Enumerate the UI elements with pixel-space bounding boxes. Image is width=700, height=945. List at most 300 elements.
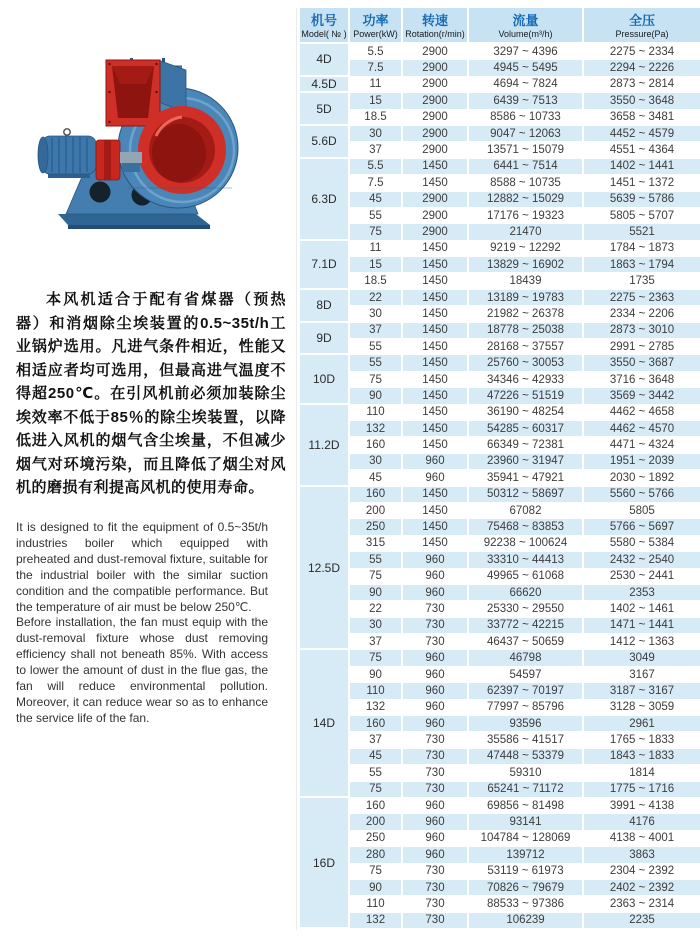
rotation-cell: 2900 [403,142,469,158]
pressure-cell: 1784 ~ 1873 [584,241,700,257]
col-header-volume-en: Volume(m³/h) [498,28,553,39]
table-row [300,355,700,371]
power-cell: 132 [350,700,403,716]
volume-cell: 47448 ~ 53379 [469,749,584,765]
pressure-cell: 5805 [584,503,700,519]
pressure-cell: 5639 ~ 5786 [584,192,700,208]
volume-cell: 8588 ~ 10735 [469,175,584,191]
col-header-volume [469,8,584,44]
rotation-cell: 1450 [403,290,469,306]
pressure-cell: 2402 ~ 2392 [584,880,700,896]
power-cell: 18.5 [350,110,403,126]
table-row [300,569,700,585]
volume-cell: 23960 ~ 31947 [469,454,584,470]
volume-cell: 8586 ~ 10733 [469,110,584,126]
table-row [300,44,700,60]
col-header-rotation-en: Rotation(r/min) [405,28,465,39]
model-cell: 14D [300,650,350,798]
volume-cell: 13571 ~ 15079 [469,142,584,158]
volume-cell: 18778 ~ 25038 [469,323,584,339]
col-header-rotation [403,8,469,44]
col-header-model [300,8,350,44]
table-row [300,618,700,634]
pressure-cell: 2353 [584,585,700,601]
volume-cell: 93141 [469,814,584,830]
power-cell: 75 [350,650,403,666]
rotation-cell: 730 [403,913,469,929]
table-row [300,142,700,158]
table-row [300,470,700,486]
pressure-cell: 3167 [584,667,700,683]
pressure-cell: 2275 ~ 2363 [584,290,700,306]
rotation-cell: 1450 [403,241,469,257]
table-row [300,765,700,781]
rotation-cell: 2900 [403,77,469,93]
volume-cell: 21982 ~ 26378 [469,306,584,322]
volume-cell: 75468 ~ 83853 [469,519,584,535]
table-row [300,814,700,830]
rotation-cell: 730 [403,765,469,781]
power-cell: 200 [350,814,403,830]
rotation-cell: 730 [403,749,469,765]
col-header-rotation-cn: 转速 [421,12,448,28]
table-row [300,749,700,765]
table-row [300,880,700,896]
power-cell: 55 [350,339,403,355]
description-english-p2: Before installation, the fan must equip with the dust-removal fixture whose dust removing efficiency shall not beneath 85%. With access to lower the amount of dust in the flue gas, the fan will reduce environmental pollution. Moreover, it can reduce wear so as to enhance the service life of the fan. [16,615,268,725]
rotation-cell: 2900 [403,60,469,76]
table-row [300,700,700,716]
pressure-cell: 1402 ~ 1461 [584,601,700,617]
rotation-cell: 1450 [403,257,469,273]
rotation-cell: 1450 [403,159,469,175]
rotation-cell: 730 [403,880,469,896]
power-cell: 75 [350,864,403,880]
pressure-cell: 3716 ~ 3648 [584,372,700,388]
volume-cell: 69856 ~ 81498 [469,798,584,814]
rotation-cell: 2900 [403,110,469,126]
volume-cell: 34346 ~ 42933 [469,372,584,388]
table-row [300,306,700,322]
rotation-cell: 1450 [403,355,469,371]
pressure-cell: 3658 ~ 3481 [584,110,700,126]
pressure-cell: 5521 [584,224,700,240]
volume-cell: 12882 ~ 15029 [469,192,584,208]
rotation-cell: 2900 [403,224,469,240]
pressure-cell: 2030 ~ 1892 [584,470,700,486]
power-cell: 90 [350,667,403,683]
power-cell: 90 [350,388,403,404]
power-cell: 11 [350,77,403,93]
power-cell: 22 [350,290,403,306]
volume-cell: 62397 ~ 70197 [469,683,584,699]
power-cell: 30 [350,618,403,634]
description-chinese: 本风机适合于配有省煤器（预热器）和消烟除尘埃装置的0.5~35t/h工业锅炉选用。凡进气条件相近，性能又相适应者均可选用，但最高进气温度不得超250℃。在引风机前必须加装除尘埃效率不低于85％的除尘埃装置，以降低进入风机的烟气含尘埃量，不但减少烟气对环境污染，而且降低了烟尘对风机的磨损有利提高风机的使用寿命。 [16,291,286,496]
table-row [300,224,700,240]
power-cell: 110 [350,896,403,912]
pressure-cell: 4471 ~ 4324 [584,437,700,453]
pressure-cell: 2294 ~ 2226 [584,60,700,76]
power-cell: 75 [350,224,403,240]
table-row [300,159,700,175]
rotation-cell: 960 [403,831,469,847]
fan-product-image [36,58,252,234]
rotation-cell: 1450 [403,487,469,503]
pressure-cell: 1814 [584,765,700,781]
rotation-cell: 730 [403,896,469,912]
pressure-cell: 1951 ~ 2039 [584,454,700,470]
pressure-cell: 3550 ~ 3687 [584,355,700,371]
rotation-cell: 2900 [403,44,469,60]
volume-cell: 50312 ~ 58697 [469,487,584,503]
table-row [300,60,700,76]
table-row [300,454,700,470]
power-cell: 132 [350,421,403,437]
power-cell: 37 [350,142,403,158]
centrifugal-fan-illustration [36,58,252,234]
pressure-cell: 2334 ~ 2206 [584,306,700,322]
rotation-cell: 1450 [403,421,469,437]
table-row [300,290,700,306]
rotation-cell: 730 [403,601,469,617]
pressure-cell: 4452 ~ 4579 [584,126,700,142]
rotation-cell: 960 [403,470,469,486]
power-cell: 90 [350,880,403,896]
rotation-cell: 730 [403,634,469,650]
volume-cell: 53119 ~ 61973 [469,864,584,880]
description-english [16,520,268,727]
table-row [300,896,700,912]
rotation-cell: 960 [403,716,469,732]
rotation-cell: 960 [403,650,469,666]
pressure-cell: 3863 [584,847,700,863]
power-cell: 250 [350,831,403,847]
col-header-model-en: Model( № ) [301,28,347,39]
power-cell: 160 [350,487,403,503]
volume-cell: 54597 [469,667,584,683]
table-row [300,503,700,519]
power-cell: 55 [350,208,403,224]
pressure-cell: 4138 ~ 4001 [584,831,700,847]
table-row [300,273,700,289]
volume-cell: 9047 ~ 12063 [469,126,584,142]
volume-cell: 6441 ~ 7514 [469,159,584,175]
power-cell: 110 [350,683,403,699]
rotation-cell: 730 [403,782,469,798]
rotation-cell: 960 [403,552,469,568]
rotation-cell: 730 [403,618,469,634]
volume-cell: 17176 ~ 19323 [469,208,584,224]
power-cell: 15 [350,257,403,273]
pressure-cell: 2275 ~ 2334 [584,44,700,60]
pressure-cell: 2873 ~ 3010 [584,323,700,339]
model-cell: 5D [300,93,350,126]
table-row [300,634,700,650]
col-header-pressure-en: Pressure(Pa) [615,28,669,39]
power-cell: 110 [350,405,403,421]
col-header-power-en: Power(kW) [353,28,398,39]
power-cell: 200 [350,503,403,519]
model-cell: 12.5D [300,487,350,651]
column-divider [296,8,297,930]
volume-cell: 49965 ~ 61068 [469,569,584,585]
pressure-cell: 1402 ~ 1441 [584,159,700,175]
rotation-cell: 1450 [403,388,469,404]
pressure-cell: 1775 ~ 1716 [584,782,700,798]
model-cell: 11.2D [300,405,350,487]
pressure-cell: 2530 ~ 2441 [584,569,700,585]
pressure-cell: 1843 ~ 1833 [584,749,700,765]
table-row [300,126,700,142]
col-header-pressure [584,8,700,44]
volume-cell: 6439 ~ 7513 [469,93,584,109]
power-cell: 160 [350,716,403,732]
table-row [300,388,700,404]
rotation-cell: 960 [403,667,469,683]
pressure-cell: 4462 ~ 4570 [584,421,700,437]
power-cell: 132 [350,913,403,929]
pressure-cell: 3550 ~ 3648 [584,93,700,109]
volume-cell: 35941 ~ 47921 [469,470,584,486]
rotation-cell: 960 [403,847,469,863]
pressure-cell: 3569 ~ 3442 [584,388,700,404]
volume-cell: 13829 ~ 16902 [469,257,584,273]
table-row [300,208,700,224]
power-cell: 30 [350,306,403,322]
pressure-cell: 5805 ~ 5707 [584,208,700,224]
pressure-cell: 1412 ~ 1363 [584,634,700,650]
volume-cell: 4945 ~ 5495 [469,60,584,76]
model-cell: 16D [300,798,350,929]
table-row [300,421,700,437]
pressure-cell: 5560 ~ 5766 [584,487,700,503]
table-row [300,552,700,568]
table-row [300,716,700,732]
rotation-cell: 1450 [403,405,469,421]
table-row [300,683,700,699]
power-cell: 90 [350,585,403,601]
rotation-cell: 730 [403,864,469,880]
pressure-cell: 2961 [584,716,700,732]
pressure-cell: 5766 ~ 5697 [584,519,700,535]
volume-cell: 9219 ~ 12292 [469,241,584,257]
pressure-cell: 2304 ~ 2392 [584,864,700,880]
rotation-cell: 960 [403,569,469,585]
table-row [300,93,700,109]
pressure-cell: 2432 ~ 2540 [584,552,700,568]
table-row [300,257,700,273]
rotation-cell: 1450 [403,306,469,322]
volume-cell: 106239 [469,913,584,929]
volume-cell: 25330 ~ 29550 [469,601,584,617]
table-row [300,913,700,929]
volume-cell: 35586 ~ 41517 [469,732,584,748]
pressure-cell: 5580 ~ 5384 [584,536,700,552]
table-row [300,487,700,503]
power-cell: 11 [350,241,403,257]
table-row [300,782,700,798]
volume-cell: 21470 [469,224,584,240]
power-cell: 55 [350,355,403,371]
power-cell: 15 [350,93,403,109]
rotation-cell: 1450 [403,372,469,388]
table-row [300,192,700,208]
pressure-cell: 4176 [584,814,700,830]
power-cell: 7.5 [350,60,403,76]
volume-cell: 33772 ~ 42215 [469,618,584,634]
volume-cell: 139712 [469,847,584,863]
volume-cell: 3297 ~ 4396 [469,44,584,60]
pressure-cell: 2991 ~ 2785 [584,339,700,355]
rotation-cell: 1450 [403,437,469,453]
volume-cell: 67082 [469,503,584,519]
pressure-cell: 2235 [584,913,700,929]
pressure-cell: 3991 ~ 4138 [584,798,700,814]
power-cell: 37 [350,634,403,650]
volume-cell: 93596 [469,716,584,732]
rotation-cell: 960 [403,585,469,601]
power-cell: 45 [350,470,403,486]
rotation-cell: 1450 [403,503,469,519]
col-header-power-cn: 功率 [362,12,389,28]
power-cell: 30 [350,126,403,142]
pressure-cell: 3128 ~ 3059 [584,700,700,716]
pressure-cell: 2873 ~ 2814 [584,77,700,93]
table-row [300,437,700,453]
rotation-cell: 960 [403,683,469,699]
volume-cell: 77997 ~ 85796 [469,700,584,716]
table-row [300,847,700,863]
volume-cell: 92238 ~ 100624 [469,536,584,552]
table-row [300,536,700,552]
table-row [300,798,700,814]
power-cell: 22 [350,601,403,617]
rotation-cell: 960 [403,814,469,830]
rotation-cell: 1450 [403,339,469,355]
rotation-cell: 2900 [403,126,469,142]
volume-cell: 4694 ~ 7824 [469,77,584,93]
volume-cell: 46437 ~ 50659 [469,634,584,650]
rotation-cell: 1450 [403,273,469,289]
table-row [300,175,700,191]
pressure-cell: 1471 ~ 1441 [584,618,700,634]
table-row [300,77,700,93]
table-row [300,732,700,748]
rotation-cell: 1450 [403,175,469,191]
volume-cell: 66620 [469,585,584,601]
volume-cell: 28168 ~ 37557 [469,339,584,355]
volume-cell: 70826 ~ 79679 [469,880,584,896]
volume-cell: 59310 [469,765,584,781]
table-header-row [300,8,700,44]
rotation-cell: 960 [403,798,469,814]
table-row [300,601,700,617]
power-cell: 37 [350,323,403,339]
pressure-cell: 1735 [584,273,700,289]
power-cell: 5.5 [350,159,403,175]
table-row [300,110,700,126]
power-cell: 160 [350,798,403,814]
rotation-cell: 2900 [403,208,469,224]
col-header-volume-cn: 流量 [512,12,539,28]
power-cell: 5.5 [350,44,403,60]
model-cell: 10D [300,355,350,404]
power-cell: 55 [350,765,403,781]
pressure-cell: 3187 ~ 3167 [584,683,700,699]
table-row [300,585,700,601]
rotation-cell: 960 [403,700,469,716]
col-header-power [350,8,403,44]
power-cell: 30 [350,454,403,470]
col-header-pressure-cn: 全压 [628,12,655,28]
rotation-cell: 2900 [403,192,469,208]
model-cell: 5.6D [300,126,350,159]
volume-cell: 47226 ~ 51519 [469,388,584,404]
volume-cell: 66349 ~ 72381 [469,437,584,453]
model-cell: 6.3D [300,159,350,241]
volume-cell: 65241 ~ 71172 [469,782,584,798]
rotation-cell: 960 [403,454,469,470]
power-cell: 18.5 [350,273,403,289]
power-cell: 45 [350,749,403,765]
power-cell: 37 [350,732,403,748]
table-row [300,519,700,535]
volume-cell: 13189 ~ 19783 [469,290,584,306]
table-row [300,650,700,666]
power-cell: 160 [350,437,403,453]
volume-cell: 33310 ~ 44413 [469,552,584,568]
table-row [300,241,700,257]
volume-cell: 54285 ~ 60317 [469,421,584,437]
power-cell: 280 [350,847,403,863]
model-cell: 4D [300,44,350,77]
spec-table-body [300,44,700,929]
model-cell: 4.5D [300,77,350,93]
volume-cell: 36190 ~ 48254 [469,405,584,421]
power-cell: 250 [350,519,403,535]
col-header-model-cn: 机号 [310,12,337,28]
rotation-cell: 2900 [403,93,469,109]
rotation-cell: 1450 [403,519,469,535]
table-row [300,864,700,880]
power-cell: 315 [350,536,403,552]
table-row [300,372,700,388]
pressure-cell: 1863 ~ 1794 [584,257,700,273]
volume-cell: 18439 [469,273,584,289]
model-cell: 8D [300,290,350,323]
power-cell: 45 [350,192,403,208]
volume-cell: 88533 ~ 97386 [469,896,584,912]
model-cell: 9D [300,323,350,356]
volume-cell: 46798 [469,650,584,666]
pressure-cell: 4551 ~ 4364 [584,142,700,158]
pressure-cell: 2363 ~ 2314 [584,896,700,912]
table-row [300,405,700,421]
pressure-cell: 3049 [584,650,700,666]
rotation-cell: 1450 [403,536,469,552]
description-english-p1: It is designed to fit the equipment of 0.5~35t/h industries boiler which equipped with preheated and dust-removal fixture, suitable for the industrial boiler with the similar suction condition and the compatible performance. But the temperature of air must be below 250℃. [16,520,268,614]
pressure-cell: 1451 ~ 1372 [584,175,700,191]
power-cell: 75 [350,782,403,798]
table-row [300,339,700,355]
pressure-cell: 4462 ~ 4658 [584,405,700,421]
volume-cell: 25760 ~ 30053 [469,355,584,371]
rotation-cell: 730 [403,732,469,748]
table-row [300,323,700,339]
power-cell: 55 [350,552,403,568]
table-row [300,831,700,847]
power-cell: 75 [350,372,403,388]
